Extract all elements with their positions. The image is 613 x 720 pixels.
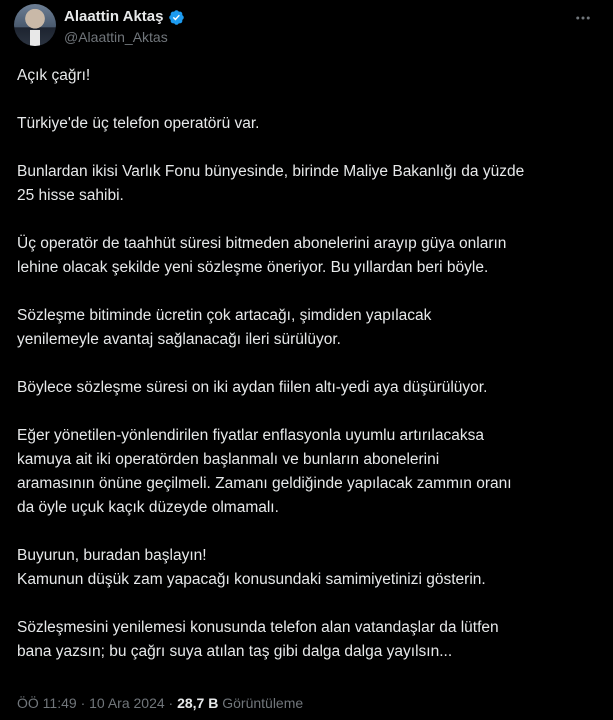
tweet-paragraph: Eğer yönetilen-yönlendirilen fiyatlar enflasyonla uyumlu artırılacaksa kamuya ait iki operatörden başlanmalı ve bunların abonelerini aramasının önüne geçilmeli. Zamanı geldiğinde yapılacak zammın oranı da öyle uçuk kaçık düzeyde olmamalı. [17,427,512,516]
verified-badge-icon [168,9,185,26]
tweet-metadata [17,694,303,712]
tweet-time[interactable]: ÖÖ 11:49 [17,695,77,711]
avatar[interactable] [14,4,56,46]
meta-separator: · [80,695,86,711]
more-horizontal-icon [574,9,592,27]
meta-separator: · [168,695,174,711]
tweet-paragraph: Bunlardan ikisi Varlık Fonu bünyesinde, birinde Maliye Bakanlığı da yüzde 25 hisse sahibi. [17,163,525,204]
author-display-name[interactable]: Alaattin Aktaş [64,8,164,25]
tweet-paragraph: Buyurun, buradan başlayın! Kamunun düşük zam yapacağı konusundaki samimiyetinizi gösterin. [17,547,486,588]
tweet-paragraph: Açık çağrı! [17,67,91,84]
author-handle[interactable]: @Alaattin_Aktas [64,29,168,45]
views-label: Görüntüleme [222,695,304,711]
avatar-shirt-shape [30,30,40,46]
tweet-text [17,64,597,664]
views-count: 28,7 B [177,695,219,711]
tweet-paragraph: Üç operatör de taahhüt süresi bitmeden abonelerini arayıp güya onların lehine olacak şekilde yeni sözleşme öneriyor. Bu yıllardan beri böyle. [17,235,507,276]
tweet-paragraph: Sözleşmesini yenilemesi konusunda telefon alan vatandaşlar da lütfen bana yazsın; bu çağrı suya atılan taş gibi dalga dalga yayılsın... [17,619,499,660]
more-options-button[interactable] [571,8,595,28]
tweet-paragraph: Böylece sözleşme süresi on iki aydan fiilen altı-yedi aya düşürülüyor. [17,379,488,396]
tweet-paragraph: Türkiye'de üç telefon operatörü var. [17,115,260,132]
author-name-row [64,7,185,27]
tweet-date[interactable]: 10 Ara 2024 [89,695,165,711]
tweet-header [14,4,599,52]
tweet-paragraph: Sözleşme bitiminde ücretin çok artacağı, şimdiden yapılacak yenilemeyle avantaj sağlanacağı ileri sürülüyor. [17,307,432,348]
